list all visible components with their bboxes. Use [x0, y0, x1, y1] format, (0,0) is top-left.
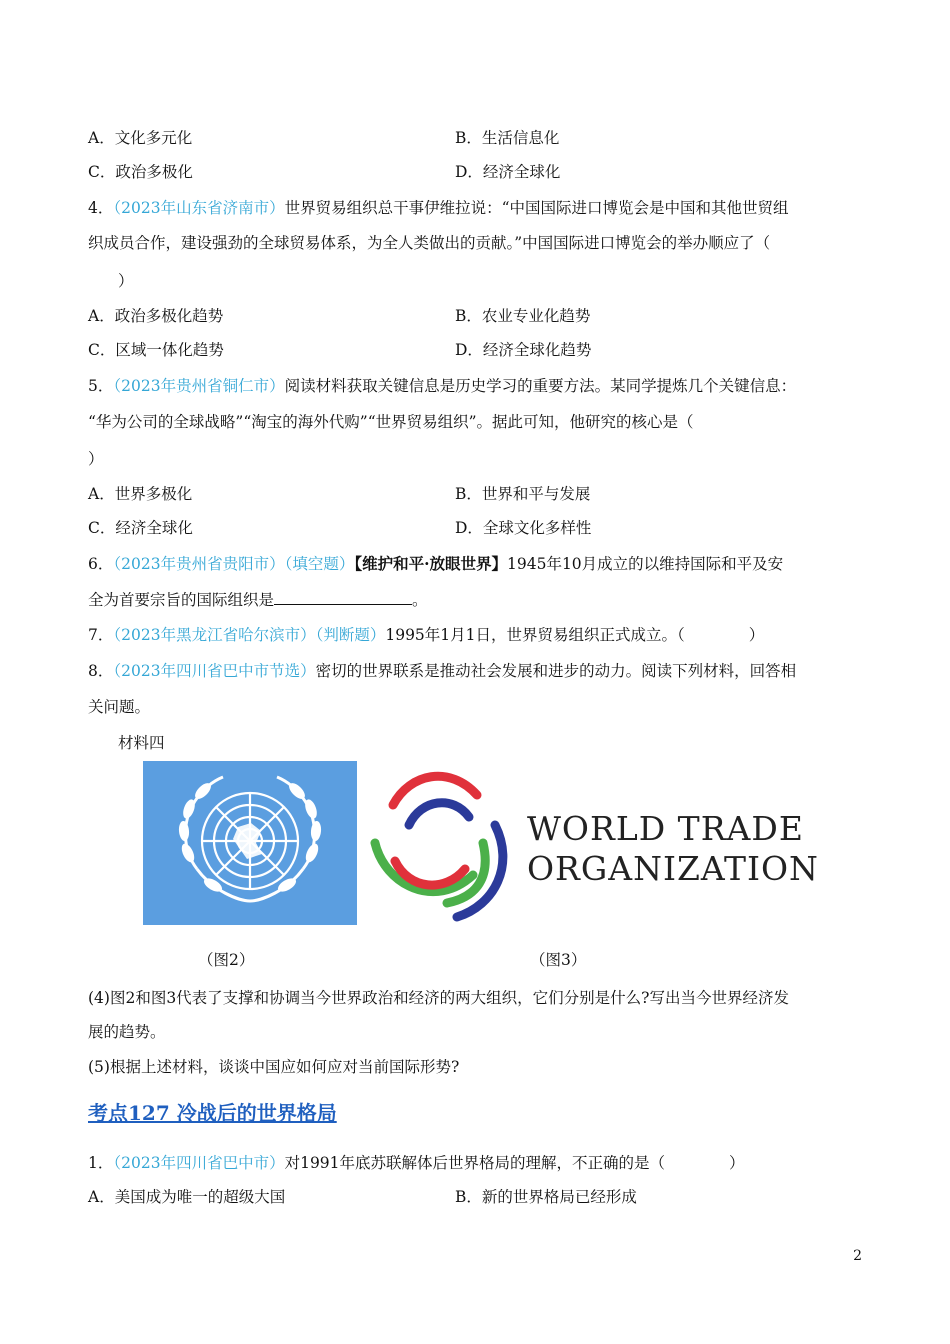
q5-number: 5．	[88, 377, 114, 395]
wto-logo-image	[365, 765, 819, 925]
q7-text: 1995年1月1日，世界贸易组织正式成立。（	[385, 626, 685, 644]
figure3-caption: （图3）	[530, 951, 587, 969]
wto-wordmark	[527, 809, 819, 889]
q7-type: （判断题）	[315, 626, 386, 644]
q6-line1	[88, 554, 783, 574]
s-q1-option-b: B．新的世界格局已经形成	[455, 1188, 637, 1206]
s-q1-close: ）	[729, 1154, 745, 1172]
q8-material-label: 材料四	[118, 734, 165, 752]
q5-option-b: B．世界和平与发展	[455, 485, 591, 503]
q3-option-c: C．政治多极化	[88, 163, 193, 181]
q4-source: （2023年山东省济南市）	[113, 199, 285, 217]
q8-text1: 密切的世界联系是推动社会发展和进步的动力。阅读下列材料，回答相	[315, 662, 797, 680]
q5-option-c: C．经济全球化	[88, 519, 193, 537]
q8-sub5: (5)根据上述材料，谈谈中国应如何应对当前国际形势?	[88, 1058, 460, 1076]
q4-option-d: D．经济全球化趋势	[455, 341, 592, 359]
q6-number: 6．	[88, 555, 114, 573]
page-number: 2	[853, 1248, 862, 1264]
q8-sub4-line1: (4)图2和图3代表了支撑和协调当今世界政治和经济的两大组织，它们分别是什么?写出当今世界经济发	[88, 989, 789, 1007]
q7-number: 7．	[88, 626, 114, 644]
q5-line1	[88, 376, 796, 396]
q4-number: 4．	[88, 199, 114, 217]
q3-option-a: A．文化多元化	[88, 129, 193, 147]
q5-line2: “华为公司的全球战略”“淘宝的海外代购”“世界贸易组织”。据此可知，他研究的核心是（	[88, 413, 694, 431]
wto-wordmark-line2: ORGANIZATION	[527, 849, 819, 888]
s-q1-number: 1．	[88, 1154, 114, 1172]
q5-option-d: D．全球文化多样性	[455, 519, 592, 537]
q8-number: 8．	[88, 662, 114, 680]
q8-line1	[88, 661, 796, 681]
figure2-caption: （图2）	[198, 951, 255, 969]
section-heading: 考点127 冷战后的世界格局	[88, 1101, 337, 1125]
q6-source: （2023年贵州省贵阳市）	[113, 555, 285, 573]
q3-option-d: D．经济全球化	[455, 163, 561, 181]
q4-option-a: A．政治多极化趋势	[88, 307, 224, 325]
q6-text2: 全为首要宗旨的国际组织是	[88, 591, 275, 609]
wto-wordmark-line1: WORLD TRADE	[527, 809, 804, 848]
q8-sub4-line2: 展的趋势。	[88, 1023, 166, 1041]
q6-text2-end: 。	[412, 591, 428, 609]
s-q1-text: 对1991年底苏联解体后世界格局的理解，不正确的是（	[284, 1154, 666, 1172]
q5-text1: 阅读材料获取关键信息是历史学习的重要方法。某同学提炼几个关键信息：	[284, 377, 797, 395]
s-q1-option-a: A．美国成为唯一的超级大国	[88, 1188, 286, 1206]
q6-bracket-title: 【维护和平·放眼世界】	[354, 554, 507, 573]
q6-type: （填空题）	[284, 555, 355, 573]
un-emblem-icon	[143, 761, 357, 925]
un-emblem-image	[143, 761, 357, 925]
q6-text1: 1945年10月成立的以维持国际和平及安	[507, 555, 784, 573]
q8-line2: 关问题。	[88, 698, 151, 716]
q7-close: ）	[748, 626, 765, 644]
q3-option-b: B．生活信息化	[455, 129, 560, 147]
q6-line2	[88, 590, 428, 610]
q7-source: （2023年黑龙江省哈尔滨市）	[113, 626, 316, 644]
q4-text1: 世界贸易组织总干事伊维拉说：“中国国际进口博览会是中国和其他世贸组	[284, 199, 789, 217]
s-q1-line	[88, 1153, 745, 1173]
q6-answer-blank[interactable]	[274, 590, 412, 605]
q4-option-b: B．农业专业化趋势	[455, 307, 591, 325]
q5-option-a: A．世界多极化	[88, 485, 193, 503]
q5-line3: ）	[88, 450, 104, 468]
q5-source: （2023年贵州省铜仁市）	[113, 377, 285, 395]
q7-line	[88, 625, 764, 645]
s-q1-source: （2023年四川省巴中市）	[113, 1154, 285, 1172]
q4-line1	[88, 198, 789, 218]
q4-option-c: C．区域一体化趋势	[88, 341, 224, 359]
q4-line3: ）	[118, 272, 134, 290]
q4-line2: 织成员合作，建设强劲的全球贸易体系，为全人类做出的贡献。”中国国际进口博览会的举办顺应了（	[88, 234, 771, 252]
q8-source: （2023年四川省巴中市节选）	[113, 662, 316, 680]
